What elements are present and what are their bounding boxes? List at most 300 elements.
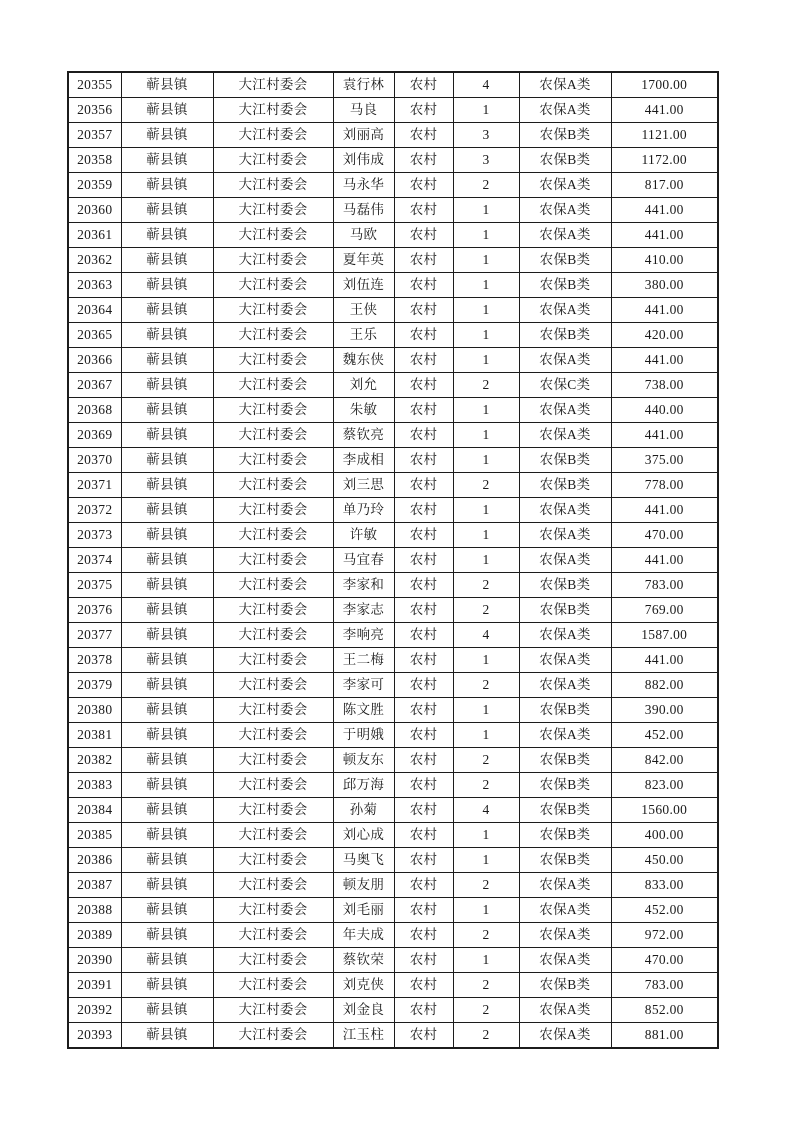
table-cell: 20390 [68,948,121,973]
table-cell: 452.00 [611,898,718,923]
table-cell: 蕲县镇 [121,548,213,573]
table-cell: 大江村委会 [213,98,333,123]
table-cell: 738.00 [611,373,718,398]
table-cell: 大江村委会 [213,748,333,773]
table-cell: 农村 [394,998,453,1023]
table-cell: 农保A类 [519,298,611,323]
table-cell: 1 [453,248,519,273]
table-cell: 大江村委会 [213,248,333,273]
table-cell: 1 [453,648,519,673]
table-row [68,498,718,523]
table-cell: 蔡钦亮 [333,423,394,448]
table-cell: 刘毛丽 [333,898,394,923]
table-cell: 蕲县镇 [121,123,213,148]
table-cell: 农保A类 [519,223,611,248]
table-cell: 452.00 [611,723,718,748]
table-cell: 441.00 [611,498,718,523]
table-cell: 大江村委会 [213,548,333,573]
table-cell: 1587.00 [611,623,718,648]
table-cell: 江玉柱 [333,1023,394,1049]
table-row [68,823,718,848]
table-cell: 蕲县镇 [121,723,213,748]
table-cell: 农保A类 [519,173,611,198]
table-cell: 马永华 [333,173,394,198]
table-row [68,298,718,323]
table-cell: 农保A类 [519,623,611,648]
table-cell: 农村 [394,298,453,323]
table-cell: 于明娥 [333,723,394,748]
table-cell: 刘允 [333,373,394,398]
table-cell: 1 [453,548,519,573]
table-cell: 大江村委会 [213,723,333,748]
table-row [68,173,718,198]
table-cell: 农保A类 [519,548,611,573]
table-row [68,198,718,223]
table-cell: 农保A类 [519,898,611,923]
table-cell: 农村 [394,273,453,298]
table-cell: 20388 [68,898,121,923]
table-cell: 刘丽高 [333,123,394,148]
table-cell: 2 [453,473,519,498]
table-cell: 1 [453,948,519,973]
table-cell: 20357 [68,123,121,148]
table-cell: 2 [453,173,519,198]
table-cell: 王乐 [333,323,394,348]
table-cell: 大江村委会 [213,698,333,723]
table-cell: 375.00 [611,448,718,473]
table-cell: 农村 [394,973,453,998]
table-cell: 410.00 [611,248,718,273]
table-cell: 农保C类 [519,373,611,398]
table-cell: 农村 [394,448,453,473]
table-row [68,623,718,648]
table-cell: 蕲县镇 [121,173,213,198]
table-cell: 20361 [68,223,121,248]
table-cell: 李家可 [333,673,394,698]
table-cell: 大江村委会 [213,848,333,873]
table-cell: 1 [453,848,519,873]
table-row [68,148,718,173]
table-cell: 袁行林 [333,72,394,98]
table-cell: 李响亮 [333,623,394,648]
table-cell: 4 [453,72,519,98]
social-insurance-table [67,71,719,1049]
table-cell: 蕲县镇 [121,948,213,973]
table-cell: 440.00 [611,398,718,423]
table-cell: 20386 [68,848,121,873]
table-row [68,248,718,273]
table-cell: 农保B类 [519,123,611,148]
table-cell: 蕲县镇 [121,923,213,948]
table-cell: 大江村委会 [213,423,333,448]
table-cell: 农保A类 [519,348,611,373]
table-cell: 李家和 [333,573,394,598]
table-cell: 农村 [394,98,453,123]
table-cell: 1 [453,723,519,748]
table-cell: 20359 [68,173,121,198]
table-cell: 蕲县镇 [121,448,213,473]
table-cell: 蕲县镇 [121,823,213,848]
table-cell: 大江村委会 [213,148,333,173]
table-cell: 20381 [68,723,121,748]
table-cell: 邱万海 [333,773,394,798]
table-cell: 农村 [394,423,453,448]
table-row [68,423,718,448]
table-cell: 大江村委会 [213,523,333,548]
table-cell: 农村 [394,648,453,673]
table-cell: 蕲县镇 [121,673,213,698]
table-cell: 刘金良 [333,998,394,1023]
table-row [68,348,718,373]
table-row [68,923,718,948]
table-cell: 蕲县镇 [121,848,213,873]
table-cell: 大江村委会 [213,198,333,223]
table-row [68,373,718,398]
table-cell: 大江村委会 [213,223,333,248]
table-cell: 农村 [394,123,453,148]
table-cell: 马良 [333,98,394,123]
table-cell: 大江村委会 [213,798,333,823]
table-cell: 842.00 [611,748,718,773]
table-cell: 蕲县镇 [121,598,213,623]
table-cell: 441.00 [611,198,718,223]
table-cell: 20375 [68,573,121,598]
table-cell: 1 [453,273,519,298]
table-cell: 大江村委会 [213,898,333,923]
table-cell: 1 [453,398,519,423]
table-cell: 大江村委会 [213,398,333,423]
table-cell: 魏东侠 [333,348,394,373]
table-cell: 农村 [394,723,453,748]
table-row [68,523,718,548]
table-cell: 农村 [394,773,453,798]
table-cell: 农村 [394,798,453,823]
table-row [68,723,718,748]
table-cell: 20356 [68,98,121,123]
table-cell: 大江村委会 [213,623,333,648]
table-cell: 蕲县镇 [121,398,213,423]
table-cell: 20366 [68,348,121,373]
table-cell: 农保B类 [519,473,611,498]
table-row [68,648,718,673]
table-cell: 许敏 [333,523,394,548]
table-cell: 2 [453,773,519,798]
table-cell: 1 [453,498,519,523]
table-cell: 朱敏 [333,398,394,423]
table-cell: 20385 [68,823,121,848]
table-cell: 农村 [394,248,453,273]
table-cell: 马磊伟 [333,198,394,223]
table-cell: 农村 [394,573,453,598]
table-cell: 大江村委会 [213,573,333,598]
table-cell: 李成相 [333,448,394,473]
table-cell: 农村 [394,698,453,723]
table-cell: 20369 [68,423,121,448]
table-cell: 大江村委会 [213,173,333,198]
table-row [68,748,718,773]
table-row [68,973,718,998]
table-cell: 蕲县镇 [121,248,213,273]
table-cell: 1560.00 [611,798,718,823]
table-cell: 王二梅 [333,648,394,673]
table-cell: 蕲县镇 [121,323,213,348]
table-cell: 农村 [394,398,453,423]
table-cell: 1 [453,423,519,448]
table-cell: 1 [453,898,519,923]
table-row [68,873,718,898]
table-cell: 刘心成 [333,823,394,848]
table-cell: 20365 [68,323,121,348]
table-cell: 20378 [68,648,121,673]
table-cell: 852.00 [611,998,718,1023]
table-cell: 刘三思 [333,473,394,498]
table-cell: 大江村委会 [213,973,333,998]
table-cell: 马宜春 [333,548,394,573]
table-cell: 20374 [68,548,121,573]
table-cell: 蕲县镇 [121,373,213,398]
table-row [68,998,718,1023]
table-cell: 20382 [68,748,121,773]
table-row [68,773,718,798]
table-cell: 441.00 [611,298,718,323]
table-cell: 2 [453,1023,519,1049]
table-cell: 大江村委会 [213,123,333,148]
table-cell: 蕲县镇 [121,98,213,123]
table-cell: 农村 [394,848,453,873]
table-cell: 大江村委会 [213,373,333,398]
table-cell: 顿友朋 [333,873,394,898]
table-cell: 大江村委会 [213,448,333,473]
table-cell: 农村 [394,748,453,773]
table-cell: 20379 [68,673,121,698]
table-cell: 大江村委会 [213,323,333,348]
table-cell: 农保B类 [519,748,611,773]
table-cell: 农村 [394,72,453,98]
table-cell: 农村 [394,923,453,948]
table-cell: 1 [453,448,519,473]
table-cell: 蕲县镇 [121,973,213,998]
table-cell: 20355 [68,72,121,98]
table-cell: 769.00 [611,598,718,623]
table-cell: 农村 [394,523,453,548]
table-cell: 4 [453,623,519,648]
table-cell: 420.00 [611,323,718,348]
table-cell: 3 [453,148,519,173]
table-cell: 20392 [68,998,121,1023]
table-cell: 大江村委会 [213,348,333,373]
table-row [68,223,718,248]
table-cell: 单乃玲 [333,498,394,523]
table-cell: 农保A类 [519,948,611,973]
table-cell: 20373 [68,523,121,548]
table-cell: 833.00 [611,873,718,898]
table-cell: 20384 [68,798,121,823]
table-cell: 农保B类 [519,698,611,723]
table-cell: 农村 [394,198,453,223]
table-cell: 刘伍连 [333,273,394,298]
table-row [68,848,718,873]
table-cell: 783.00 [611,973,718,998]
table-cell: 20360 [68,198,121,223]
table-cell: 刘伟成 [333,148,394,173]
table-cell: 20372 [68,498,121,523]
table-cell: 蕲县镇 [121,623,213,648]
table-cell: 20370 [68,448,121,473]
table-row [68,548,718,573]
table-row [68,398,718,423]
table-row [68,673,718,698]
table-cell: 农村 [394,223,453,248]
table-cell: 20358 [68,148,121,173]
table-cell: 农保B类 [519,448,611,473]
table-cell: 蕲县镇 [121,873,213,898]
table-cell: 蕲县镇 [121,573,213,598]
table-cell: 农村 [394,498,453,523]
table-cell: 农保B类 [519,273,611,298]
table-cell: 2 [453,748,519,773]
table-cell: 972.00 [611,923,718,948]
table-cell: 441.00 [611,648,718,673]
table-cell: 蕲县镇 [121,223,213,248]
table-cell: 农村 [394,898,453,923]
table-cell: 农村 [394,673,453,698]
table-cell: 农保A类 [519,998,611,1023]
table-cell: 441.00 [611,98,718,123]
table-cell: 蕲县镇 [121,273,213,298]
table-cell: 大江村委会 [213,648,333,673]
table-cell: 农保A类 [519,923,611,948]
table-row [68,1023,718,1049]
table-cell: 大江村委会 [213,773,333,798]
table-cell: 农保A类 [519,498,611,523]
table-cell: 蔡钦荣 [333,948,394,973]
table-cell: 20391 [68,973,121,998]
table-cell: 380.00 [611,273,718,298]
table-cell: 年夫成 [333,923,394,948]
table-cell: 农保A类 [519,98,611,123]
table-cell: 农村 [394,548,453,573]
table-cell: 大江村委会 [213,1023,333,1049]
table-row [68,98,718,123]
table-cell: 783.00 [611,573,718,598]
table-cell: 农村 [394,873,453,898]
table-cell: 1 [453,98,519,123]
table-cell: 农村 [394,373,453,398]
table-cell: 蕲县镇 [121,798,213,823]
table-row [68,273,718,298]
table-row [68,798,718,823]
table-cell: 大江村委会 [213,298,333,323]
table-cell: 441.00 [611,423,718,448]
table-cell: 蕲县镇 [121,423,213,448]
table-cell: 蕲县镇 [121,473,213,498]
table-cell: 马欧 [333,223,394,248]
table-cell: 4 [453,798,519,823]
table-cell: 1700.00 [611,72,718,98]
table-cell: 蕲县镇 [121,698,213,723]
table-cell: 20387 [68,873,121,898]
table-cell: 3 [453,123,519,148]
table-cell: 20364 [68,298,121,323]
table-row [68,72,718,98]
table-cell: 农保A类 [519,398,611,423]
table-cell: 蕲县镇 [121,748,213,773]
table-cell: 2 [453,598,519,623]
table-cell: 陈文胜 [333,698,394,723]
table-cell: 大江村委会 [213,598,333,623]
table-cell: 20383 [68,773,121,798]
table-cell: 农保B类 [519,573,611,598]
table-cell: 农保A类 [519,1023,611,1049]
table-cell: 农村 [394,173,453,198]
table-cell: 蕲县镇 [121,348,213,373]
table-cell: 881.00 [611,1023,718,1049]
table-cell: 20377 [68,623,121,648]
table-cell: 2 [453,973,519,998]
table-cell: 2 [453,373,519,398]
table-cell: 蕲县镇 [121,148,213,173]
table-cell: 蕲县镇 [121,72,213,98]
table-cell: 蕲县镇 [121,898,213,923]
table-cell: 1 [453,348,519,373]
table-cell: 1 [453,198,519,223]
table-cell: 顿友东 [333,748,394,773]
table-cell: 1 [453,523,519,548]
table-cell: 蕲县镇 [121,523,213,548]
table-cell: 农村 [394,323,453,348]
table-cell: 882.00 [611,673,718,698]
table-cell: 王侠 [333,298,394,323]
table-cell: 1172.00 [611,148,718,173]
table-row [68,573,718,598]
table-row [68,598,718,623]
table-cell: 470.00 [611,523,718,548]
table-cell: 大江村委会 [213,498,333,523]
table-cell: 农保A类 [519,673,611,698]
table-cell: 刘克侠 [333,973,394,998]
table-cell: 蕲县镇 [121,498,213,523]
table-cell: 蕲县镇 [121,1023,213,1049]
table-cell: 蕲县镇 [121,648,213,673]
table-row [68,123,718,148]
table-cell: 农保A类 [519,523,611,548]
table-cell: 大江村委会 [213,273,333,298]
table-cell: 823.00 [611,773,718,798]
table-cell: 20363 [68,273,121,298]
table-cell: 大江村委会 [213,72,333,98]
table-cell: 大江村委会 [213,873,333,898]
table-cell: 孙菊 [333,798,394,823]
table-cell: 1 [453,698,519,723]
table-cell: 大江村委会 [213,948,333,973]
table-cell: 441.00 [611,548,718,573]
table-cell: 农保B类 [519,823,611,848]
table-cell: 大江村委会 [213,823,333,848]
table-row [68,473,718,498]
table-cell: 农村 [394,348,453,373]
table-cell: 农保A类 [519,648,611,673]
table-cell: 大江村委会 [213,998,333,1023]
table-row [68,448,718,473]
table-cell: 400.00 [611,823,718,848]
table-cell: 大江村委会 [213,673,333,698]
table-cell: 农保A类 [519,72,611,98]
table-cell: 李家志 [333,598,394,623]
table-cell: 2 [453,573,519,598]
table-cell: 农保B类 [519,798,611,823]
table-cell: 农村 [394,473,453,498]
table-cell: 农保A类 [519,423,611,448]
